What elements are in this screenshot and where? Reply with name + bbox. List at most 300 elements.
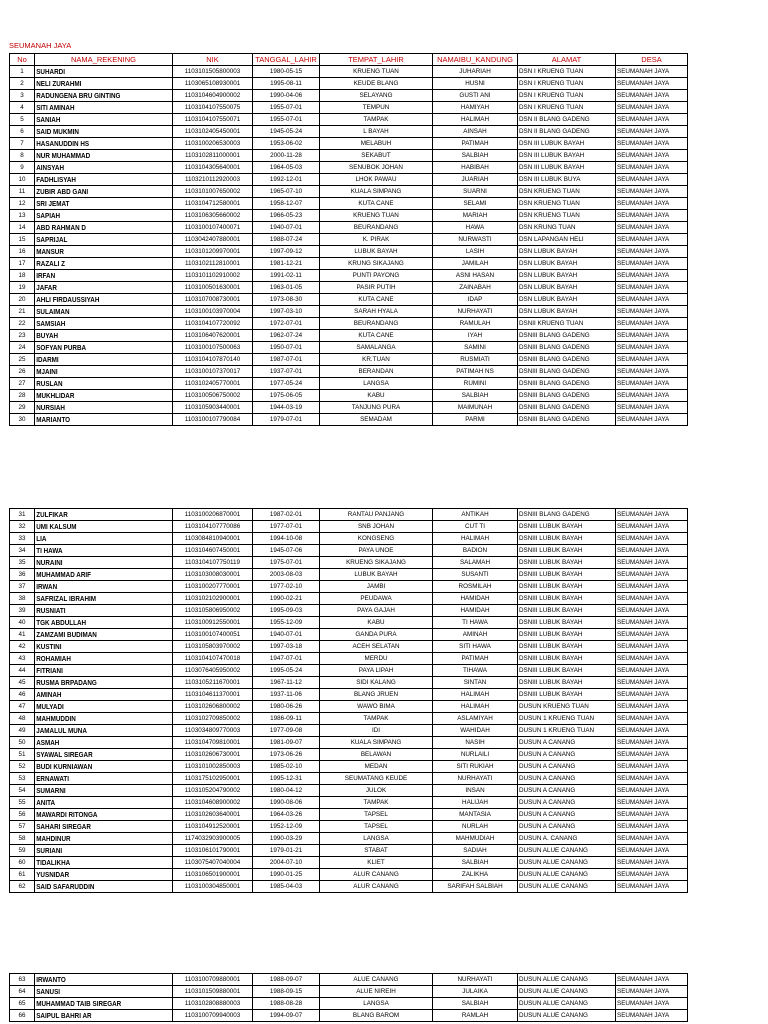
table-row [10,186,688,198]
cell-nik: 1174032903900005 [173,833,253,845]
cell-nama-rekening: IRFAN [35,270,148,282]
cell-desa: SEUMANAH JAYA [616,1010,688,1022]
table-row [10,629,688,641]
cell-alamat: DSNIII LUBUK BAYAH [518,569,616,581]
cell-nama-ibu: ROSMILAH [433,581,518,593]
cell-alamat: DUSUN A CANANG [518,797,616,809]
cell-desa: SEUMANAH JAYA [616,138,688,150]
cell-tanggal-lahir: 1990-08-06 [253,797,320,809]
cell-no: 8 [10,150,35,162]
cell-alamat: DSN KRUNG TUAN [518,222,616,234]
cell-tempat-lahir: TAMPAK [320,114,433,126]
cell-tempat-lahir: L BAYAH [320,126,433,138]
cell-desa: SEUMANAH JAYA [616,186,688,198]
cell-nama-ibu: NURLAH [433,821,518,833]
cell-nama-ibu: SUARNI [433,186,518,198]
table-row [10,354,688,366]
cell-tempat-lahir: PUNTI PAYONG [320,270,433,282]
cell-tanggal-lahir: 1945-05-24 [253,126,320,138]
cell-tempat-lahir: ALUE CANANG [320,974,433,986]
cell-tempat-lahir: TEMPUN [320,102,433,114]
cell-alamat: DSNIII BLANG GADENG [518,402,616,414]
cell-nama-ibu: PATIMAH [433,653,518,665]
cell-no: 52 [10,761,35,773]
cell-nama-rekening: SAPRIJAL [35,234,148,246]
table-row [10,126,688,138]
cell-desa: SEUMANAH JAYA [616,402,688,414]
cell-nama-ibu: TI HAWA [433,617,518,629]
cell-tempat-lahir: RANTAU PANJANG [320,509,433,521]
cell-nama-rekening: SAHARI SIREGAR [35,821,148,833]
table-row [10,725,688,737]
cell-no: 58 [10,833,35,845]
cell-no: 53 [10,773,35,785]
cell-alamat: DUSUN 1 KRUENG TUAN [518,725,616,737]
cell-nama-rekening: SAIPUL BAHRI AR [35,1010,148,1022]
cell-alamat: DUSUN KRUENG TUAN [518,701,616,713]
cell-tanggal-lahir: 1980-04-12 [253,785,320,797]
cell-no: 26 [10,366,35,378]
cell-nik: 1103100107400071 [173,222,253,234]
cell-alamat: DSN II BLANG GADENG [518,114,616,126]
cell-tanggal-lahir: 1963-01-05 [253,282,320,294]
cell-no: 45 [10,677,35,689]
cell-desa: SEUMANAH JAYA [616,318,688,330]
cell-tempat-lahir: ALUE NIREIH [320,986,433,998]
cell-nik: 1103104107870140 [173,354,253,366]
cell-desa: SEUMANAH JAYA [616,605,688,617]
cell-no: 47 [10,701,35,713]
cell-tanggal-lahir: 1973-08-30 [253,294,320,306]
cell-desa: SEUMANAH JAYA [616,330,688,342]
cell-nik: 1103106407620001 [173,330,253,342]
table-row [10,114,688,126]
cell-tanggal-lahir: 1994-10-08 [253,533,320,545]
table-part-3 [9,973,688,1022]
cell-nama-rekening: SANUSI [35,986,148,998]
cell-nama-ibu: SITI HAWA [433,641,518,653]
cell-tanggal-lahir: 1944-03-19 [253,402,320,414]
cell-tanggal-lahir: 1995-09-03 [253,605,320,617]
cell-tanggal-lahir: 1986-09-11 [253,713,320,725]
cell-nama-ibu: NASIH [433,737,518,749]
cell-tanggal-lahir: 1988-09-07 [253,974,320,986]
cell-tempat-lahir: TAMPAK [320,713,433,725]
cell-tanggal-lahir: 1992-12-01 [253,174,320,186]
cell-desa: SEUMANAH JAYA [616,713,688,725]
cell-desa: SEUMANAH JAYA [616,761,688,773]
cell-tempat-lahir: WAWO BIMA [320,701,433,713]
table-row [10,330,688,342]
cell-no: 30 [10,414,35,426]
cell-nik: 1103175102950001 [173,773,253,785]
cell-no: 17 [10,258,35,270]
cell-nik: 1103210112920003 [173,174,253,186]
cell-tanggal-lahir: 1980-06-26 [253,701,320,713]
cell-desa: SEUMANAH JAYA [616,629,688,641]
cell-nik: 1103102709850002 [173,713,253,725]
cell-tempat-lahir: BELAWAN [320,749,433,761]
cell-tanggal-lahir: 1937-11-06 [253,689,320,701]
cell-nama-rekening: RAZALI Z [35,258,148,270]
cell-alamat: DSNIII LUBUK BAYAH [518,689,616,701]
cell-tanggal-lahir: 1940-07-01 [253,222,320,234]
cell-tempat-lahir: TAMPAK [320,797,433,809]
table-row [10,174,688,186]
cell-no: 24 [10,342,35,354]
cell-alamat: DSN LUBUK BAYAH [518,306,616,318]
table-row [10,797,688,809]
cell-tempat-lahir: KRUENG SIKAJANG [320,557,433,569]
cell-alamat: DSN III LUBUK BAYAH [518,150,616,162]
cell-desa: SEUMANAH JAYA [616,414,688,426]
cell-tempat-lahir: GANDA PURA [320,629,433,641]
cell-tanggal-lahir: 1990-04-06 [253,90,320,102]
cell-no: 54 [10,785,35,797]
cell-nama-ibu: HAMIDAH [433,605,518,617]
cell-no: 13 [10,210,35,222]
cell-tanggal-lahir: 1962-07-24 [253,330,320,342]
cell-tanggal-lahir: 1994-09-07 [253,1010,320,1022]
cell-nama-rekening: TIDALIKHA [35,857,148,869]
cell-desa: SEUMANAH JAYA [616,869,688,881]
cell-tempat-lahir: BEURANDANG [320,318,433,330]
cell-tempat-lahir: K. PIRAK [320,234,433,246]
cell-nama-ibu: RAMLAH [433,1010,518,1022]
cell-tempat-lahir: KRUENG TUAN [320,66,433,78]
cell-alamat: DUSUN ALUE CANANG [518,998,616,1010]
cell-desa: SEUMANAH JAYA [616,593,688,605]
cell-nama-rekening: SUHARDI [35,66,148,78]
cell-alamat: DSN I KRUENG TUAN [518,102,616,114]
cell-desa: SEUMANAH JAYA [616,270,688,282]
cell-nama-ibu: HALIMAH [433,114,518,126]
cell-no: 7 [10,138,35,150]
cell-alamat: DSNIII LUBUK BAYAH [518,617,616,629]
cell-alamat: DSNIII BLANG GADENG [518,414,616,426]
cell-nama-rekening: JAFAR [35,282,148,294]
cell-nama-rekening: ERNAWATI [35,773,148,785]
cell-nik: 1103104107750119 [173,557,253,569]
cell-nama-ibu: IYAH [433,330,518,342]
cell-no: 14 [10,222,35,234]
cell-nik: 1103034809770003 [173,725,253,737]
cell-nama-ibu: HABIBAH [433,162,518,174]
cell-nama-rekening: AHLI FIRDAUSSIYAH [35,294,148,306]
cell-desa: SEUMANAH JAYA [616,785,688,797]
cell-no: 51 [10,749,35,761]
cell-desa: SEUMANAH JAYA [616,665,688,677]
cell-nik: 1103100107370017 [173,366,253,378]
cell-nama-ibu: AINSAH [433,126,518,138]
cell-tempat-lahir: LUBUK BAYAH [320,246,433,258]
cell-nama-ibu: RUMINI [433,378,518,390]
cell-nama-ibu: HALIJAH [433,797,518,809]
cell-no: 1 [10,66,35,78]
table-row [10,282,688,294]
cell-tempat-lahir: KUTA CANE [320,330,433,342]
cell-nama-ibu: NURHAYATI [433,306,518,318]
table-row [10,677,688,689]
table-row [10,785,688,797]
cell-tanggal-lahir: 1955-07-01 [253,114,320,126]
cell-nama-rekening: NUR MUHAMMAD [35,150,148,162]
cell-nama-ibu: HALIMAH [433,689,518,701]
cell-nik: 1103104709810001 [173,737,253,749]
cell-tempat-lahir: SELAYANG [320,90,433,102]
cell-nama-ibu: HAMIDAH [433,593,518,605]
cell-alamat: DSN III LUBUK BAYAH [518,162,616,174]
cell-nama-rekening: ROHAMIAH [35,653,148,665]
cell-nik: 1103105806950002 [173,605,253,617]
cell-nama-ibu: MARIAH [433,210,518,222]
cell-nama-rekening: ANITA [35,797,148,809]
cell-no: 39 [10,605,35,617]
cell-tanggal-lahir: 1966-05-23 [253,210,320,222]
table-row [10,986,688,998]
cell-tempat-lahir: LHOK PAWAU [320,174,433,186]
cell-desa: SEUMANAH JAYA [616,773,688,785]
cell-nama-rekening: BUDI KURNIAWAN [35,761,148,773]
cell-alamat: DSN LAPANGAN HELI [518,234,616,246]
table-row [10,845,688,857]
cell-desa: SEUMANAH JAYA [616,845,688,857]
cell-alamat: DSN III LUBUK BUYA [518,174,616,186]
cell-nama-ibu: MANTASIA [433,809,518,821]
cell-nama-rekening: AINSYAH [35,162,148,174]
cell-tempat-lahir: IDI [320,725,433,737]
cell-tempat-lahir: KUALA SIMPANG [320,186,433,198]
cell-no: 64 [10,986,35,998]
table-row [10,1010,688,1022]
table-row [10,869,688,881]
cell-tempat-lahir: KUTA CANE [320,198,433,210]
cell-desa: SEUMANAH JAYA [616,833,688,845]
cell-tanggal-lahir: 1987-07-01 [253,354,320,366]
table-row [10,78,688,90]
cell-nama-rekening: SURIANI [35,845,148,857]
cell-nik: 1103101002850003 [173,761,253,773]
table-row [10,402,688,414]
cell-tanggal-lahir: 1947-07-01 [253,653,320,665]
cell-nama-rekening: TGK ABDULLAH [35,617,148,629]
cell-no: 55 [10,797,35,809]
table-row [10,509,688,521]
cell-tanggal-lahir: 1997-09-12 [253,246,320,258]
cell-nama-ibu: SALBIAH [433,857,518,869]
cell-nama-ibu: SARIFAH SALBIAH [433,881,518,893]
cell-tanggal-lahir: 1955-12-09 [253,617,320,629]
cell-nama-rekening: SAID MUKMIN [35,126,148,138]
cell-nama-ibu: SALAMAH [433,557,518,569]
cell-nama-rekening: ZULFIKAR [35,509,148,521]
cell-tanggal-lahir: 1975-06-05 [253,390,320,402]
cell-tempat-lahir: KUALA SIMPANG [320,737,433,749]
cell-nama-ibu: SELAMI [433,198,518,210]
cell-nama-ibu: CUT TI [433,521,518,533]
cell-nik: 1103104712580001 [173,198,253,210]
cell-no: 65 [10,998,35,1010]
cell-tanggal-lahir: 1995-05-24 [253,665,320,677]
cell-desa: SEUMANAH JAYA [616,509,688,521]
cell-desa: SEUMANAH JAYA [616,653,688,665]
cell-nama-ibu: HAMIYAH [433,102,518,114]
cell-desa: SEUMANAH JAYA [616,222,688,234]
cell-nik: 1103100709880001 [173,974,253,986]
cell-nik: 1103102603640001 [173,809,253,821]
cell-nama-ibu: IDAP [433,294,518,306]
cell-tempat-lahir: KUTA CANE [320,294,433,306]
cell-nik: 1103100709940003 [173,1010,253,1022]
cell-alamat: DSNIII BLANG GADENG [518,390,616,402]
cell-tanggal-lahir: 1979-07-01 [253,414,320,426]
table-row [10,294,688,306]
cell-nama-rekening: NURAINI [35,557,148,569]
cell-nama-ibu: HUSNI [433,78,518,90]
cell-no: 15 [10,234,35,246]
cell-tanggal-lahir: 1964-05-03 [253,162,320,174]
table-row [10,689,688,701]
cell-no: 2 [10,78,35,90]
cell-tempat-lahir: SEMADAM [320,414,433,426]
cell-nik: 1103102405450001 [173,126,253,138]
cell-alamat: DSNIII LUBUK BAYAH [518,533,616,545]
table-row [10,342,688,354]
table-row [10,102,688,114]
table-row [10,318,688,330]
cell-nama-ibu: NURHAYATI [433,974,518,986]
table-row [10,605,688,617]
cell-tempat-lahir: JAMBI [320,581,433,593]
table-row [10,533,688,545]
table-row [10,569,688,581]
cell-nama-rekening: MJAINI [35,366,148,378]
cell-tanggal-lahir: 1975-07-01 [253,557,320,569]
cell-tempat-lahir: SIDI KALANG [320,677,433,689]
cell-nama-rekening: SULAIMAN [35,306,148,318]
cell-nik: 1103101209970001 [173,246,253,258]
cell-no: 19 [10,282,35,294]
cell-tempat-lahir: KEUDE BLANG [320,78,433,90]
cell-alamat: DUSUN A. CANANG [518,833,616,845]
cell-nik: 1103100107790084 [173,414,253,426]
cell-alamat: DSN LUBUK BAYAH [518,282,616,294]
cell-nama-rekening: RADUNGENA BRU GINTING [35,90,148,102]
cell-tanggal-lahir: 1973-06-26 [253,749,320,761]
table-row [10,821,688,833]
cell-no: 56 [10,809,35,821]
cell-nama-ibu: AMINAH [433,629,518,641]
cell-desa: SEUMANAH JAYA [616,521,688,533]
cell-tanggal-lahir: 1988-09-15 [253,986,320,998]
header-no: No [10,54,35,66]
cell-nama-ibu: SADIAH [433,845,518,857]
cell-tanggal-lahir: 1981-09-07 [253,737,320,749]
cell-tempat-lahir: TAPSEL [320,809,433,821]
cell-desa: SEUMANAH JAYA [616,234,688,246]
table-row [10,773,688,785]
header-row [10,54,688,66]
cell-nik: 1103075407040004 [173,857,253,869]
cell-tempat-lahir: MEDAN [320,761,433,773]
cell-desa: SEUMANAH JAYA [616,998,688,1010]
cell-desa: SEUMANAH JAYA [616,986,688,998]
cell-alamat: DUSUN ALUE CANANG [518,974,616,986]
cell-tanggal-lahir: 1950-07-01 [253,342,320,354]
cell-tempat-lahir: BEURANDANG [320,222,433,234]
cell-desa: SEUMANAH JAYA [616,174,688,186]
cell-nik: 1103104611370001 [173,689,253,701]
cell-nama-ibu: WAHIDAH [433,725,518,737]
cell-desa: SEUMANAH JAYA [616,581,688,593]
cell-desa: SEUMANAH JAYA [616,821,688,833]
cell-tanggal-lahir: 1997-03-18 [253,641,320,653]
cell-nik: 1103102606730001 [173,749,253,761]
cell-nama-rekening: IDARMI [35,354,148,366]
cell-no: 16 [10,246,35,258]
cell-nik: 1103103008030001 [173,569,253,581]
cell-tanggal-lahir: 1987-02-01 [253,509,320,521]
cell-nik: 1103042407880001 [173,234,253,246]
table-row [10,653,688,665]
table-row [10,833,688,845]
cell-nama-ibu: HALIMAH [433,533,518,545]
cell-no: 20 [10,294,35,306]
sheet-title: SEUMANAH JAYA [9,41,72,50]
cell-tanggal-lahir: 1977-09-08 [253,725,320,737]
cell-nama-ibu: PARMI [433,414,518,426]
cell-no: 6 [10,126,35,138]
cell-nik: 1103104912520001 [173,821,253,833]
cell-alamat: DSNII KRUENG TUAN [518,318,616,330]
cell-alamat: DSNIII BLANG GADENG [518,354,616,366]
cell-nama-rekening: SYAWAL SIREGAR [35,749,148,761]
cell-no: 29 [10,402,35,414]
cell-tanggal-lahir: 1990-02-21 [253,593,320,605]
cell-nama-ibu: BADION [433,545,518,557]
cell-nik: 1103100107500063 [173,342,253,354]
cell-nama-rekening: NURSIAH [35,402,148,414]
cell-tanggal-lahir: 1965-07-10 [253,186,320,198]
cell-nama-rekening: SUMARNI [35,785,148,797]
cell-alamat: DUSUN A CANANG [518,773,616,785]
cell-tempat-lahir: KRUENG TUAN [320,210,433,222]
cell-alamat: DSNIII LUBUK BAYAH [518,521,616,533]
cell-tanggal-lahir: 1977-05-24 [253,378,320,390]
cell-tanggal-lahir: 1967-11-12 [253,677,320,689]
cell-tempat-lahir: ALUR CANANG [320,881,433,893]
cell-alamat: DUSUN ALUE CANANG [518,845,616,857]
cell-no: 41 [10,629,35,641]
cell-no: 49 [10,725,35,737]
cell-tanggal-lahir: 1972-07-01 [253,318,320,330]
table-row [10,545,688,557]
table-row [10,390,688,402]
cell-desa: SEUMANAH JAYA [616,78,688,90]
table-row [10,198,688,210]
cell-nama-rekening: SAPIAH [35,210,148,222]
table-row [10,234,688,246]
cell-nama-rekening: ZAMZAMI BUDIMAN [35,629,148,641]
cell-tempat-lahir: SENUBOK JOHAN [320,162,433,174]
cell-tanggal-lahir: 1990-03-29 [253,833,320,845]
cell-tempat-lahir: KABU [320,390,433,402]
cell-desa: SEUMANAH JAYA [616,857,688,869]
cell-no: 66 [10,1010,35,1022]
cell-no: 27 [10,378,35,390]
cell-alamat: DUSUN 1 KRUENG TUAN [518,713,616,725]
cell-nik: 1103100207770001 [173,581,253,593]
